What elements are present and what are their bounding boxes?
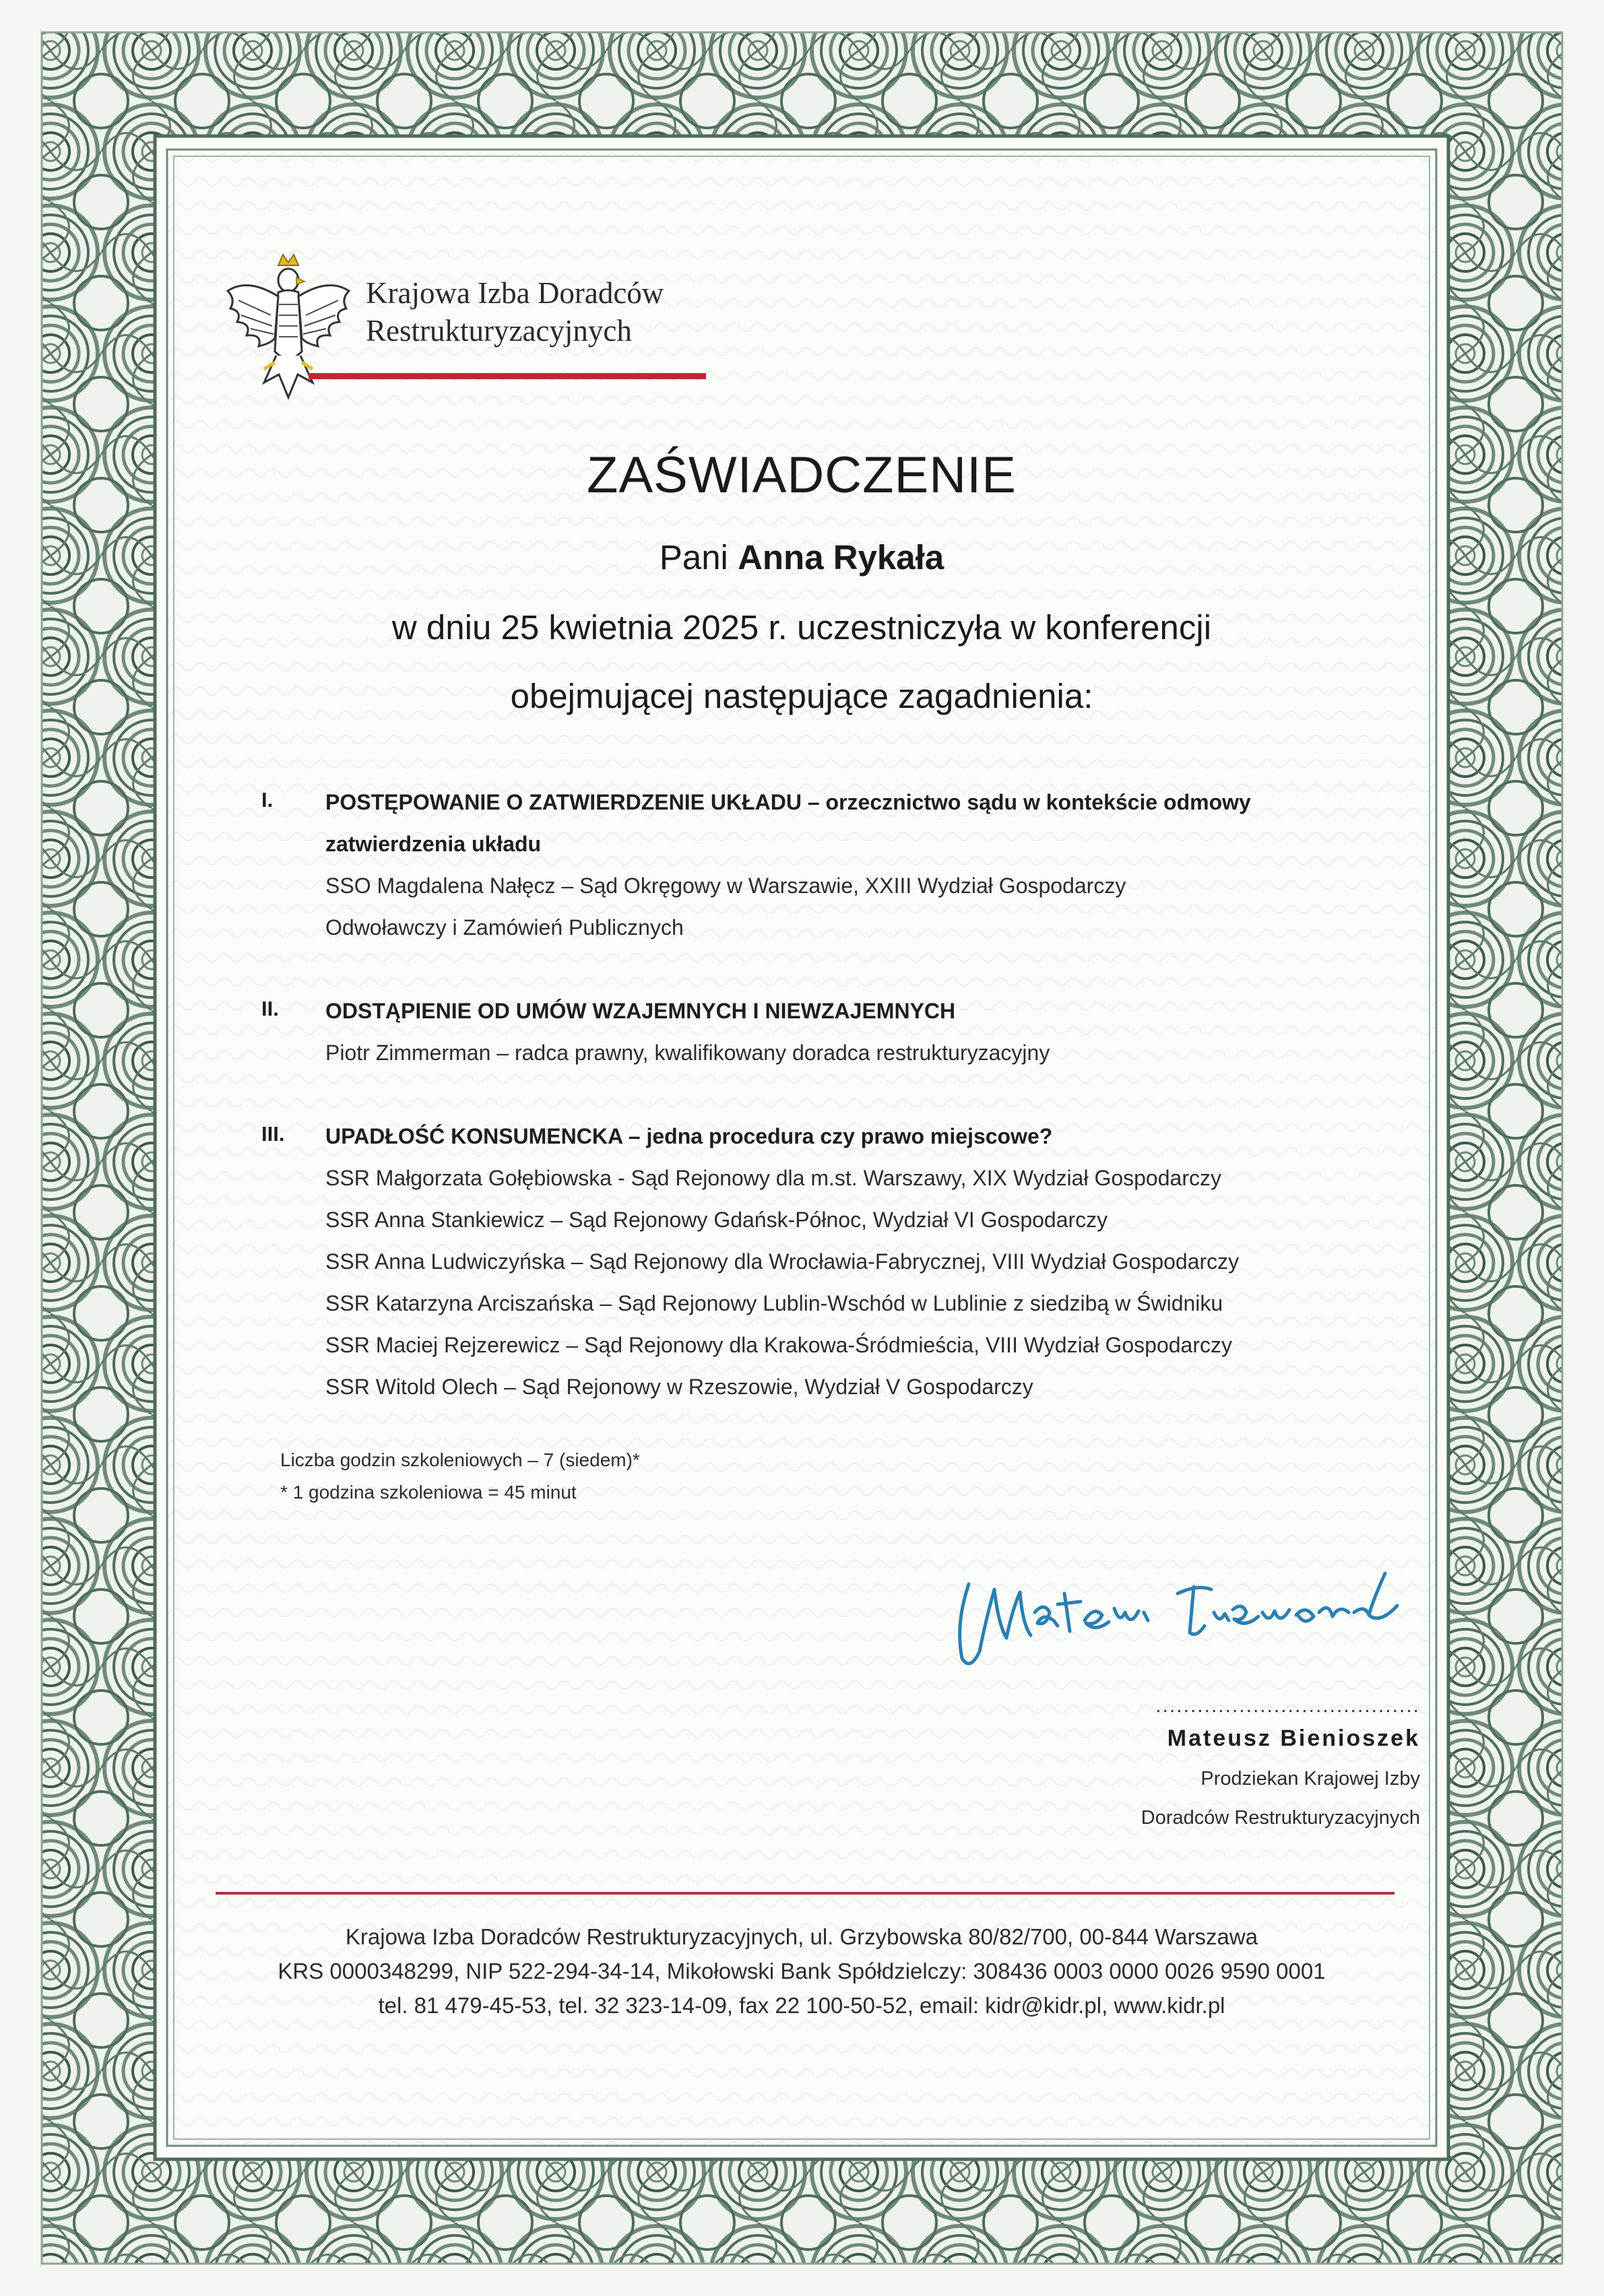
footer-address: Krajowa Izba Doradców Restrukturyzacyjnych, ul. Grzybowska 80/82/700, 00-844 Warszawa [345, 1924, 1258, 1949]
handwritten-signature [942, 1537, 1413, 1699]
signer-block [928, 1717, 1420, 1837]
signer-name: Mateusz Bienioszek [1167, 1726, 1420, 1751]
organization-name [366, 274, 664, 350]
section-number: I. [261, 788, 274, 812]
signer-role-line1: Prodziekan Krajowej Izby [1200, 1768, 1420, 1790]
footer-contacts: tel. 81 479-45-53, tel. 32 323-14-09, fax 22 100-50-52, email: kidr@kidr.pl, www.kidr.pl [378, 1993, 1225, 2018]
speaker-line: SSR Małgorzata Gołębiowska - Sąd Rejonowy dla m.st. Warszawy, XIX Wydział Gospodarczy [325, 1166, 1221, 1190]
section-title-line: UPADŁOŚĆ KONSUMENCKA – jedna procedura czy prawo miejscowe? [325, 1124, 1053, 1148]
section-title-line: zatwierdzenia układu [325, 832, 542, 856]
training-hours [280, 1444, 640, 1509]
speaker-line: Odwoławczy i Zamówień Publicznych [325, 915, 684, 940]
recipient-prefix: Pani [659, 538, 728, 577]
speaker-line: SSR Maciej Rejzerewicz – Sąd Rejonowy dla Krakowa-Śródmieścia, VIII Wydział Gospodarczy [325, 1333, 1232, 1357]
signature-dotted-line: ...................................... [1155, 1695, 1420, 1717]
footer-red-rule [216, 1892, 1394, 1895]
organization-name-line2: Restrukturyzacyjnych [366, 314, 632, 348]
section-number: III. [261, 1122, 285, 1146]
speaker-line: SSR Anna Stankiewicz – Sąd Rejonowy Gdańsk-Północ, Wydział VI Gospodarczy [325, 1208, 1108, 1232]
intro-line-1: w dniu 25 kwietnia 2025 r. uczestniczyła w konferencji [391, 608, 1212, 647]
header-red-rule [309, 373, 706, 379]
recipient-line [174, 537, 1430, 577]
training-footnote: * 1 godzina szkoleniowa = 45 minut [280, 1482, 577, 1503]
eagle-emblem-icon [214, 251, 362, 412]
speaker-line: SSR Katarzyna Arciszańska – Sąd Rejonowy Lublin-Wschód w Lublinie z siedzibą w Świdniku [325, 1291, 1223, 1315]
organization-name-line1: Krajowa Izba Doradców [366, 276, 664, 310]
certificate-sheet [174, 156, 1430, 2139]
section-body [325, 781, 1430, 948]
footer-registry: KRS 0000348299, NIP 522-294-34-14, Mikołowski Bank Spółdzielczy: 308436 0003 0000 0026 9590 0001 [278, 1959, 1326, 1983]
speaker-line: SSO Magdalena Nałęcz – Sąd Okręgowy w Warszawie, XXIII Wydział Gospodarczy [325, 874, 1126, 898]
speaker-line: SSR Witold Olech – Sąd Rejonowy w Rzeszowie, Wydział V Gospodarczy [325, 1375, 1033, 1399]
recipient-name: Anna Rykała [738, 538, 944, 577]
speaker-line: Piotr Zimmerman – radca prawny, kwalifikowany doradca restrukturyzacyjny [325, 1041, 1050, 1065]
section-body [325, 990, 1430, 1074]
speaker-line: SSR Anna Ludwiczyńska – Sąd Rejonowy dla Wrocławia-Fabrycznej, VIII Wydział Gospodarczy [325, 1249, 1240, 1274]
intro-line-2: obejmującej następujące zagadnienia: [510, 677, 1093, 715]
section-title-line: POSTĘPOWANIE O ZATWIERDZENIE UKŁADU – orzecznictwo sądu w kontekście odmowy [325, 790, 1251, 814]
document-title: ZAŚWIADCZENIE [587, 447, 1017, 504]
signer-role-line2: Doradców Restrukturyzacyjnych [1141, 1807, 1420, 1829]
section-number: II. [261, 997, 279, 1020]
training-hours-line: Liczba godzin szkoleniowych – 7 (siedem)* [280, 1449, 640, 1470]
section-body [325, 1115, 1430, 1408]
footer-contact [174, 1920, 1430, 2023]
section-title-line: ODSTĄPIENIE OD UMÓW WZAJEMNYCH I NIEWZAJEMNYCH [325, 999, 956, 1023]
